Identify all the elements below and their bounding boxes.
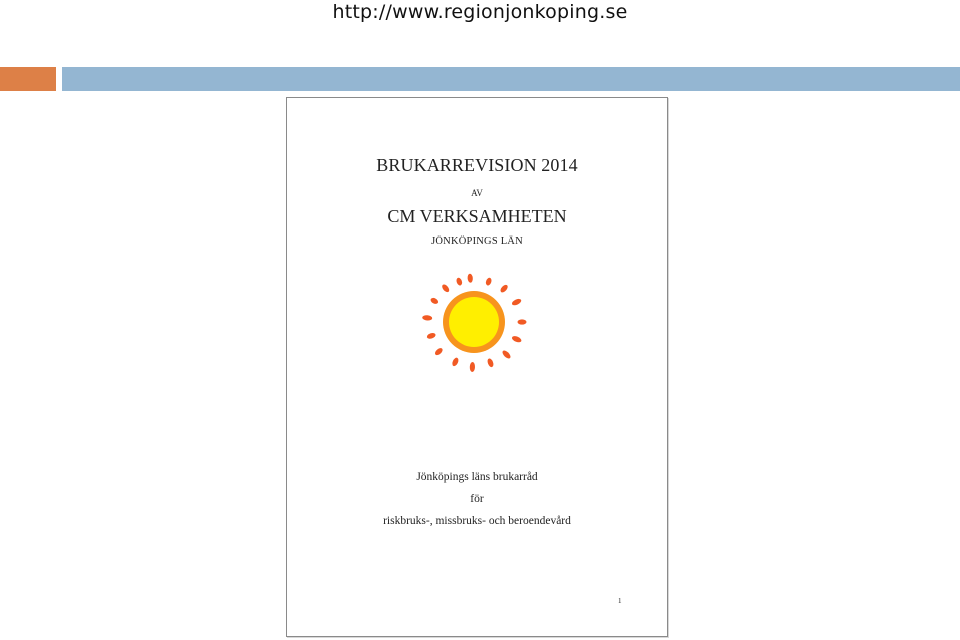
sun-ray [518, 319, 527, 324]
sun-ray [441, 283, 451, 293]
sun-ray [467, 273, 473, 282]
document-page-number: 1 [618, 597, 622, 605]
document-for: för [470, 493, 484, 505]
sun-ray [430, 297, 440, 305]
sun-ray [501, 349, 512, 360]
sun-ray [486, 358, 494, 368]
document-av: AV [471, 188, 483, 198]
document-organization: CM VERKSAMHETEN [387, 206, 567, 226]
document-title: BRUKARREVISION 2014 [376, 155, 578, 175]
sun-ray [499, 284, 509, 294]
sun-ray [426, 332, 436, 340]
document-county: JÖNKÖPINGS LÄN [431, 236, 523, 247]
sun-ray [511, 335, 522, 344]
sun-ray [455, 277, 463, 286]
sun-ray [451, 357, 460, 367]
slide-url-heading: http://www.regionjonkoping.se [332, 1, 628, 23]
document-page-image [286, 97, 668, 637]
accent-bar [0, 67, 56, 91]
title-bar [62, 67, 960, 91]
sun-ray [422, 315, 432, 321]
sun-ray [511, 298, 522, 307]
document-council: Jönköpings läns brukarråd [416, 471, 538, 483]
sun-icon [413, 264, 539, 380]
sun-ray [434, 347, 444, 357]
sun-ray [470, 362, 476, 372]
sun-core [449, 297, 499, 347]
sun-ray [485, 277, 493, 286]
document-care: riskbruks-, missbruks- och beroendevård [383, 515, 571, 527]
